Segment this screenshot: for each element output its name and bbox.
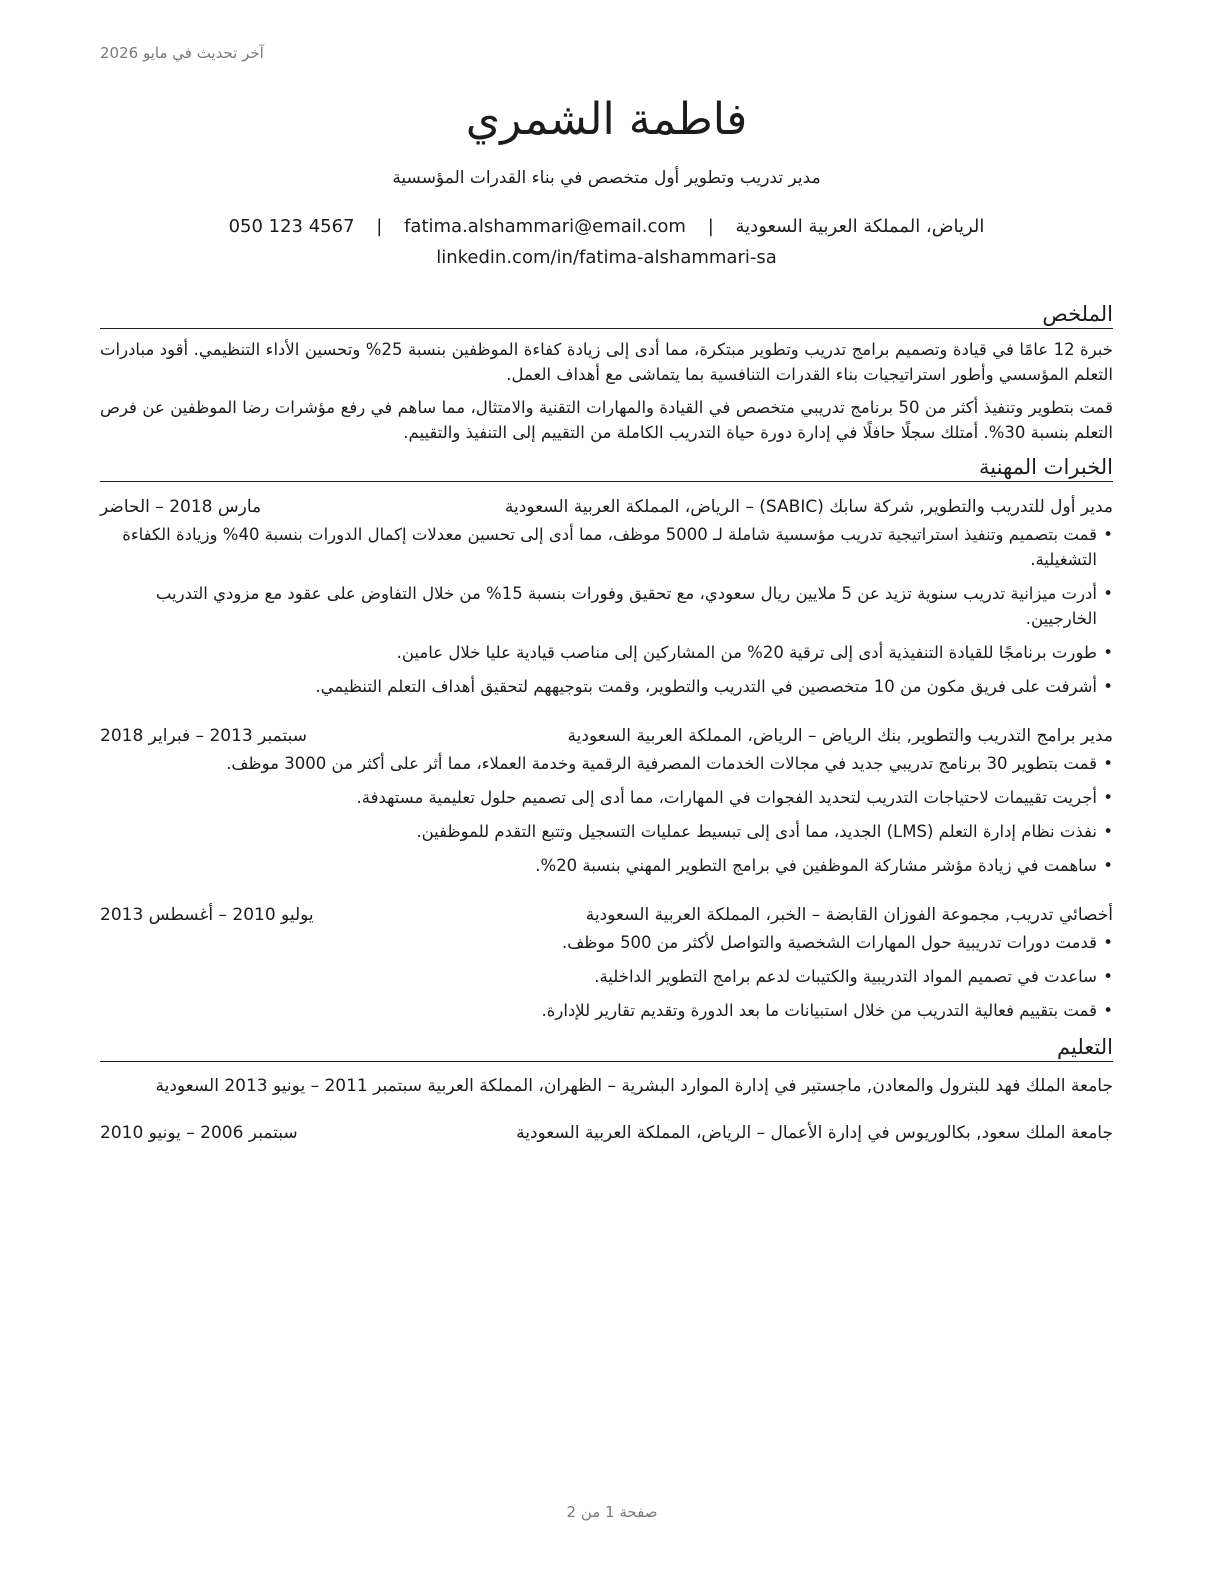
job-bullet: • أشرفت على فريق مكون من 10 متخصصين في التدريب والتطوير، وقمت بتوجيههم لتحقيق أهداف التعلم التنظيمي. bbox=[100, 674, 1113, 699]
job-dates: يوليو 2010 – أغسطس 2013 bbox=[100, 905, 314, 925]
email-address[interactable]: fatima.alshammari@email.com bbox=[404, 216, 686, 237]
job-dates: مارس 2018 – الحاضر bbox=[100, 497, 262, 517]
job-bullet: • قمت بتطوير 30 برنامج تدريبي جديد في مجالات الخدمات المصرفية الرقمية وخدمة العملاء، مما أثر على أكثر من 3000 موظف. bbox=[100, 751, 1113, 776]
job-header bbox=[100, 902, 1113, 928]
job-entry bbox=[100, 494, 1113, 699]
candidate-name: فاطمة الشمري bbox=[465, 94, 748, 145]
job-bullet: • قدمت دورات تدريبية حول المهارات الشخصية والتواصل لأكثر من 500 موظف. bbox=[100, 930, 1113, 955]
section-heading-education: التعليم bbox=[100, 1035, 1113, 1062]
last-updated-note: آخر تحديث في مايو 2026 bbox=[100, 44, 264, 62]
job-bullets bbox=[100, 751, 1113, 878]
linkedin-url[interactable]: linkedin.com/in/fatima-alshammari-sa bbox=[436, 247, 777, 268]
phone-number: 050 123 4567 bbox=[228, 216, 355, 237]
job-title: أخصائي تدريب, مجموعة الفوزان القابضة – الخبر، المملكة العربية السعودية bbox=[585, 905, 1113, 925]
job-header bbox=[100, 723, 1113, 749]
job-bullet: • أجريت تقييمات لاحتياجات التدريب لتحديد الفجوات في المهارات، مما أدى إلى تصميم حلول تعليمية مستهدفة. bbox=[100, 785, 1113, 810]
job-bullets bbox=[100, 522, 1113, 699]
location: الرياض، المملكة العربية السعودية bbox=[735, 216, 985, 237]
job-title: مدير أول للتدريب والتطوير, شركة سابك (SABIC) – الرياض، المملكة العربية السعودية bbox=[504, 497, 1113, 517]
job-bullet: • ساهمت في زيادة مؤشر مشاركة الموظفين في برامج التطوير المهني بنسبة 20%. bbox=[100, 853, 1113, 878]
job-bullet: • قمت بتصميم وتنفيذ استراتيجية تدريب مؤسسية شاملة لـ 5000 موظف، مما أدى إلى تحسين معدلات إكمال الدورات بنسبة 40% وزيادة الكفاءة التشغيلية. bbox=[100, 522, 1113, 572]
job-bullet: • نفذت نظام إدارة التعلم (LMS) الجديد، مما أدى إلى تبسيط عمليات التسجيل وتتبع التقدم للموظفين. bbox=[100, 819, 1113, 844]
experience-section bbox=[100, 455, 1113, 1023]
job-entry bbox=[100, 723, 1113, 878]
contact-separator: | bbox=[376, 216, 383, 237]
page-number: صفحة 1 من 2 bbox=[566, 1503, 658, 1521]
job-bullets bbox=[100, 930, 1113, 1023]
summary-paragraph: قمت بتطوير وتنفيذ أكثر من 50 برنامج تدريبي متخصص في القيادة والمهارات التقنية والامتثال، مما ساهم في رفع مؤشرات رضا الموظفين عن فرص التعلم بنسبة 30%. أمتلك سجلًا حافلًا في إدارة دورة حياة التدريب الكاملة من التقييم إلى التنفيذ والتقييم. bbox=[100, 398, 1113, 442]
job-bullet: • ساعدت في تصميم المواد التدريبية والكتيبات لدعم برامج التطوير الداخلية. bbox=[100, 964, 1113, 989]
job-bullet: • أدرت ميزانية تدريب سنوية تزيد عن 5 ملايين ريال سعودي، مع تحقيق وفورات بنسبة 15% من خلال التفاوض على عقود مع مزودي التدريب الخارجيين. bbox=[100, 581, 1113, 631]
professional-title: مدير تدريب وتطوير أول متخصص في بناء القدرات المؤسسية bbox=[392, 168, 821, 188]
job-header bbox=[100, 494, 1113, 520]
job-bullet: • طورت برنامجًا للقيادة التنفيذية أدى إلى ترقية 20% من المشاركين إلى مناصب قيادية عليا خلال عامين. bbox=[100, 640, 1113, 665]
education-entry bbox=[100, 1121, 1113, 1146]
education-dates: سبتمبر 2006 – يونيو 2010 bbox=[100, 1123, 298, 1143]
summary-section bbox=[100, 302, 1113, 445]
contact-separator: | bbox=[707, 216, 714, 237]
summary-paragraph: خبرة 12 عامًا في قيادة وتصميم برامج تدريب وتطوير مبتكرة، مما أدى إلى زيادة كفاءة الموظفين بنسبة 25% وتحسين الأداء التنظيمي. أقود مبادرات التعلم المؤسسي وأطور استراتيجيات بناء القدرات التنافسية بما يتماشى مع أهداف العمل. bbox=[100, 340, 1113, 384]
education-institution: جامعة الملك سعود, بكالوريوس في إدارة الأعمال – الرياض، المملكة العربية السعودية bbox=[516, 1123, 1113, 1143]
resume-page bbox=[100, 88, 1113, 1146]
job-title: مدير برامج التدريب والتطوير, بنك الرياض – الرياض، المملكة العربية السعودية bbox=[567, 726, 1113, 746]
section-heading-experience: الخبرات المهنية bbox=[100, 455, 1113, 482]
education-section bbox=[100, 1035, 1113, 1146]
job-entry bbox=[100, 902, 1113, 1023]
job-bullet: • قمت بتقييم فعالية التدريب من خلال استبيانات ما بعد الدورة وتقديم تقارير للإدارة. bbox=[100, 998, 1113, 1023]
job-dates: سبتمبر 2013 – فبراير 2018 bbox=[100, 726, 307, 746]
section-heading-summary: الملخص bbox=[100, 302, 1113, 329]
contact-line bbox=[100, 216, 1113, 237]
education-entry: جامعة الملك فهد للبترول والمعادن, ماجستير في إدارة الموارد البشرية – الظهران، المملكة العربية سبتمبر 2011 – يونيو 2013 السعودية bbox=[155, 1076, 1113, 1096]
